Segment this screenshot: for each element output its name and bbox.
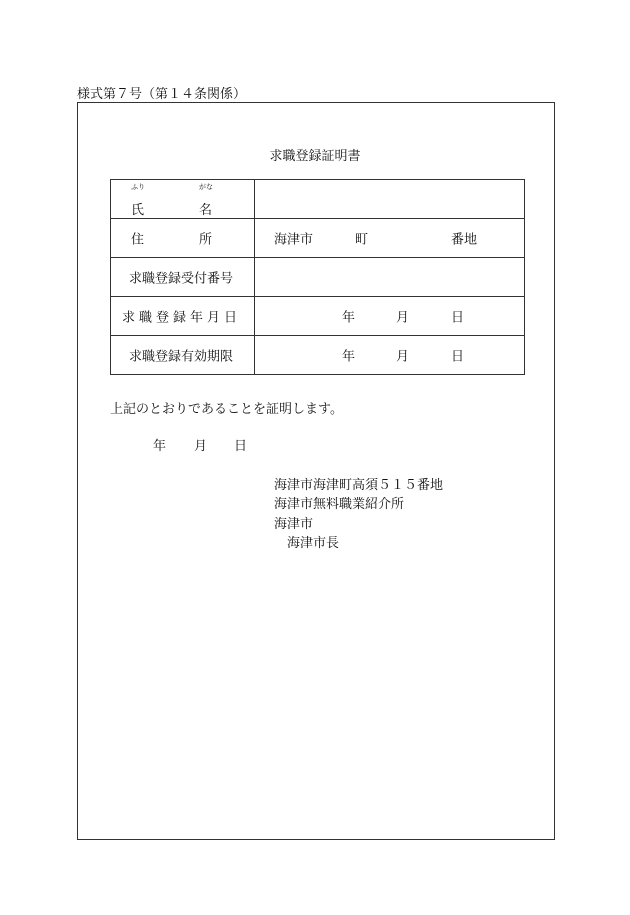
- address-town: 町: [355, 232, 369, 248]
- name-label-cell: [111, 180, 255, 219]
- name-label-right: 名: [199, 203, 213, 218]
- registration-date-label-cell: [111, 297, 255, 336]
- expiry-date-row: [111, 336, 525, 375]
- address-label-right: 所: [199, 232, 213, 248]
- receipt-number-value-cell[interactable]: [255, 258, 525, 297]
- name-value-cell[interactable]: [255, 180, 525, 219]
- document-title: 求職登録証明書: [269, 149, 361, 164]
- receipt-number-label: 求職登録受付番号: [129, 271, 234, 287]
- receipt-number-row: [111, 258, 525, 297]
- expiry-day: 日: [451, 349, 465, 365]
- certification-month: 月: [194, 439, 208, 454]
- expiry-date-label: 求職登録有効期限: [129, 349, 234, 365]
- issuer-office: 海津市無料職業紹介所: [274, 497, 405, 512]
- expiry-date-label-cell: [111, 336, 255, 375]
- address-label-cell: [111, 219, 255, 258]
- expiry-month: 月: [396, 349, 410, 365]
- registration-month: 月: [396, 310, 410, 326]
- address-row: [111, 219, 525, 258]
- name-row: [111, 180, 525, 219]
- receipt-number-label-cell: [111, 258, 255, 297]
- form-number: 様式第７号（第１４条関係）: [77, 87, 247, 102]
- registration-year: 年: [342, 310, 356, 326]
- registration-table: [110, 179, 525, 375]
- address-banchi: 番地: [451, 232, 478, 248]
- registration-date-value-cell[interactable]: [255, 297, 525, 336]
- issuer-mayor: 海津市長: [287, 536, 340, 551]
- registration-date-row: [111, 297, 525, 336]
- furigana-furi: ふり: [131, 183, 145, 191]
- furigana-gana: がな: [199, 183, 213, 191]
- certification-statement: 上記のとおりであることを証明します。: [110, 402, 343, 417]
- registration-day: 日: [451, 310, 465, 326]
- registration-date-label: 求職登録年月日: [122, 310, 242, 326]
- expiry-date-value-cell[interactable]: [255, 336, 525, 375]
- expiry-year: 年: [342, 349, 356, 365]
- certification-year: 年: [153, 439, 167, 454]
- name-label-left: 氏: [131, 203, 145, 218]
- address-label-left: 住: [131, 232, 145, 248]
- issuer-city: 海津市: [274, 517, 314, 532]
- issuer-address: 海津市海津町高須５１５番地: [274, 478, 444, 493]
- address-city: 海津市: [274, 232, 314, 248]
- certification-day: 日: [234, 439, 248, 454]
- address-value-cell[interactable]: [255, 219, 525, 258]
